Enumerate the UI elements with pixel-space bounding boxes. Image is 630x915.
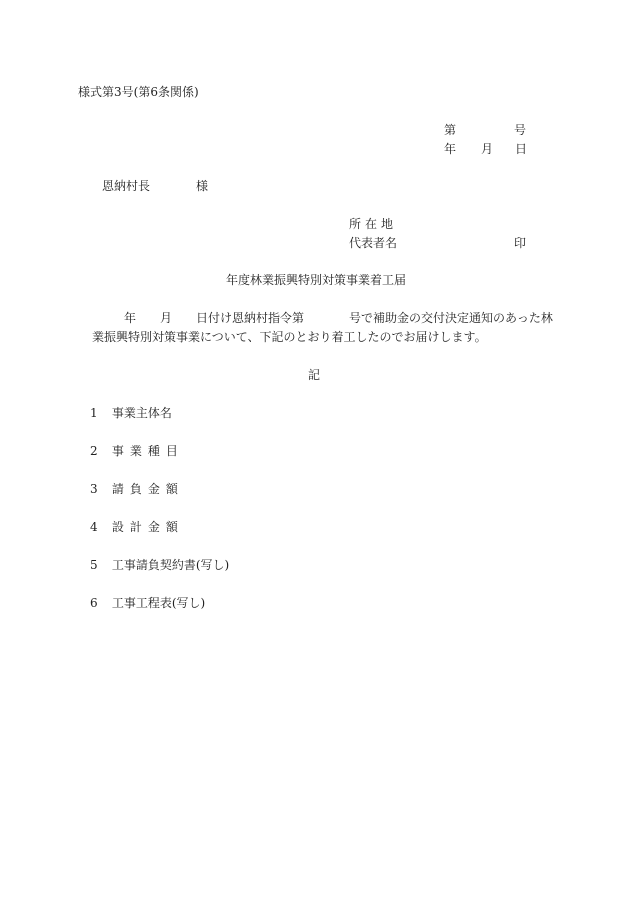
item-label: 工事工程表(写し)	[111, 596, 206, 610]
item-number: 5	[90, 558, 98, 572]
recipient-honorific: 様	[196, 179, 209, 193]
item-label: 設計金額	[111, 520, 184, 534]
list-item	[90, 443, 184, 459]
address-label: 所在地	[349, 217, 398, 231]
list-item	[90, 519, 184, 535]
body-text-line-1: 号で補助金の交付決定通知のあった林	[349, 311, 553, 325]
body-month-label: 月	[160, 311, 173, 325]
date-day-label: 日	[515, 142, 528, 156]
item-label: 請負金額	[111, 482, 184, 496]
document-number-suffix: 号	[514, 123, 527, 137]
list-item	[90, 557, 229, 573]
item-label: 事業種目	[111, 444, 184, 458]
document-title: 年度林業振興特別対策事業着工届	[226, 273, 407, 287]
seal-mark: 印	[514, 236, 527, 250]
item-label: 事業主体名	[111, 406, 172, 420]
item-number: 4	[90, 520, 98, 534]
list-item	[90, 405, 172, 421]
representative-label: 代表者名	[349, 236, 398, 250]
item-label: 工事請負契約書(写し)	[111, 558, 230, 572]
item-number: 6	[90, 596, 98, 610]
form-number-label: 様式第3号(第6条関係)	[78, 85, 199, 99]
body-date-reference: 日付け恩納村指令第	[196, 311, 305, 325]
item-number: 3	[90, 482, 98, 496]
list-item	[90, 481, 184, 497]
recipient-name: 恩納村長	[102, 179, 151, 193]
body-text-line-2: 業振興特別対策事業について、下記のとおり着工したのでお届けします。	[92, 330, 487, 344]
item-number: 2	[90, 444, 98, 458]
body-line-1	[0, 310, 630, 326]
body-year-label: 年	[124, 311, 137, 325]
item-number: 1	[90, 406, 98, 420]
date-year-label: 年	[444, 142, 457, 156]
document-number-prefix: 第	[444, 123, 457, 137]
list-item	[90, 595, 205, 611]
date-month-label: 月	[481, 142, 494, 156]
ki-heading: 記	[308, 368, 321, 382]
